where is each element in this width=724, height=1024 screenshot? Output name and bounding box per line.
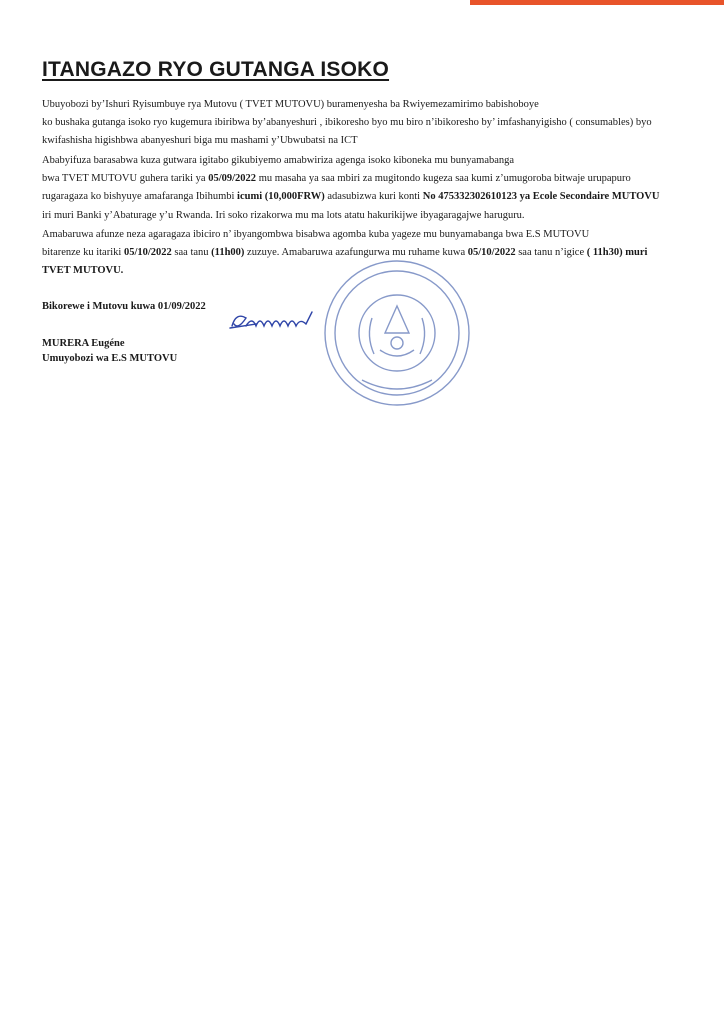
body-line-7: iri muri Banki y’Abaturage y’u Rwanda. Iri soko rizakorwa mu ma lots atatu hakurikijwe ibyagaragajwe haruguru. [42, 210, 525, 221]
body-line-6: rugaragaza ko bishyuye amafaranga Ibihumbi icumi (10,000FRW) adasubizwa kuri konti No 475332302610123 ya Ecole Secondaire MUTOVU [42, 191, 660, 202]
top-edge-mark [470, 0, 724, 5]
notice-title: ITANGAZO RYO GUTANGA ISOKO [42, 58, 390, 81]
body-line-10: TVET MUTOVU. [42, 265, 124, 276]
signatory-name: MURERA Eugéne [42, 338, 125, 349]
body-line-9: bitarenze ku itariki 05/10/2022 saa tanu (11h00) zuzuye. Amabaruwa azafungurwa mu ruhame kuwa 05/10/2022 saa tanu n’igice ( 11h30) muri [42, 247, 648, 258]
place-date: Bikorewe i Mutovu kuwa 01/09/2022 [42, 301, 206, 312]
body-line-1: Ubuyobozi by’Ishuri Ryisumbuye rya Mutovu ( TVET MUTOVU) buramenyesha ba Rwiyemezamirimo babishoboye [42, 99, 539, 110]
body-line-8: Amabaruwa afunze neza agaragaza ibiciro n’ ibyangombwa bisabwa agomba kuba yageze mu bunyamabanga bwa E.S MUTOVU [42, 229, 590, 240]
signature [226, 306, 326, 340]
signatory-title: Umuyobozi wa E.S MUTOVU [42, 353, 178, 364]
official-stamp [322, 258, 472, 408]
body-line-2: ko bushaka gutanga isoko ryo kugemura ibiribwa by’abanyeshuri , ibikoresho byo mu biro n’ibikoresho by’ imfashanyigisho ( consumables) byo [42, 117, 652, 128]
body-line-3: kwifashisha higishbwa abanyeshuri biga mu mashami y’Ubwubatsi na ICT [42, 135, 358, 146]
body-line-5: bwa TVET MUTOVU guhera tariki ya 05/09/2022 mu masaha ya saa mbiri za mugitondo kugeza saa kumi z’umugoroba bitwaje urupapuro [42, 173, 631, 184]
body-line-4: Ababyifuza barasabwa kuza gutwara igitabo gikubiyemo amabwiriza agenga isoko kiboneka mu bunyamabanga [42, 155, 515, 166]
